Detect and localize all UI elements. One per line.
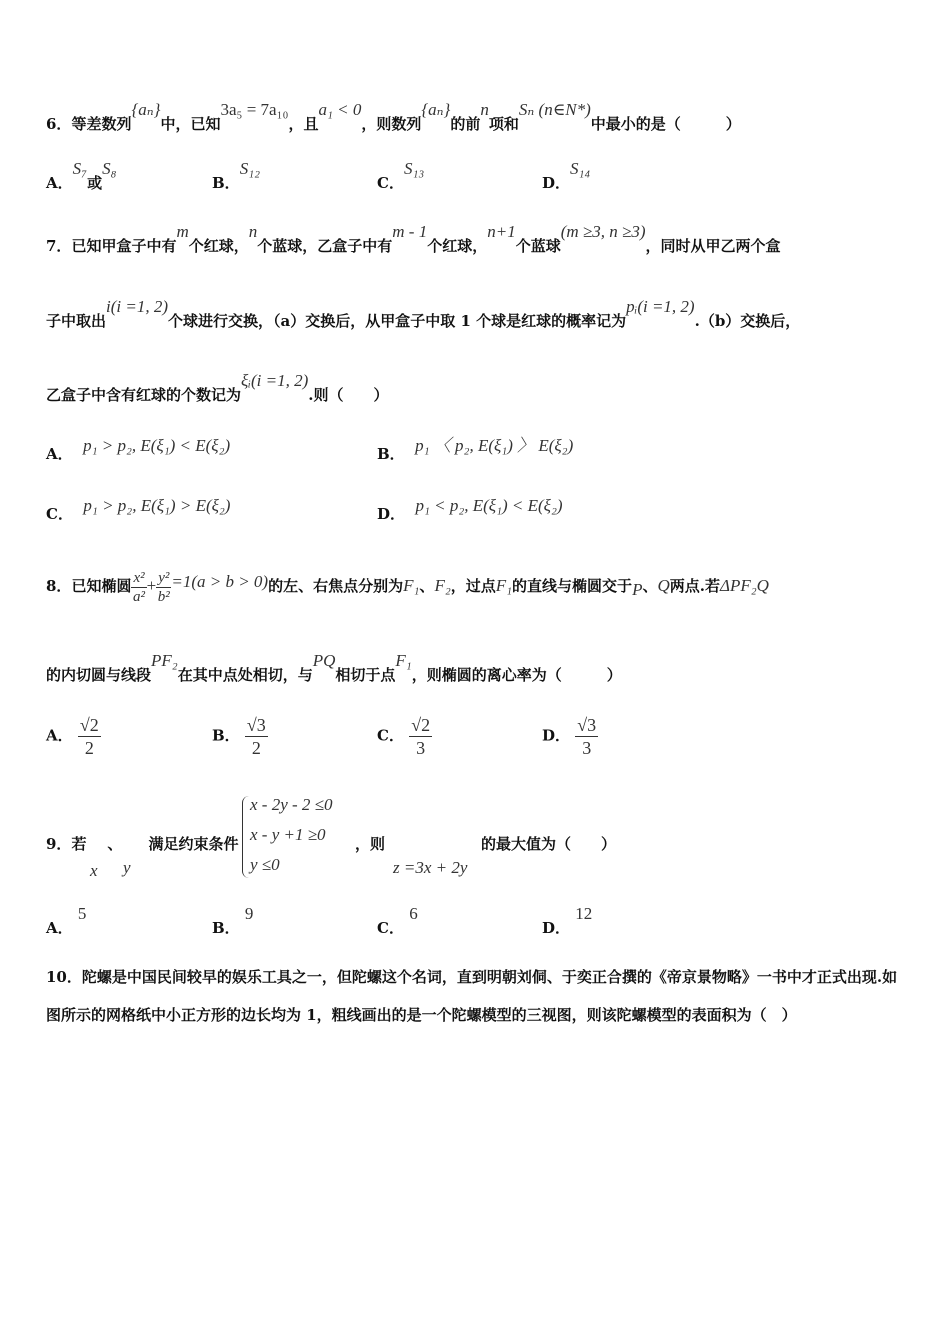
question-number: 8．: [46, 577, 72, 595]
fraction-y: [156, 569, 171, 606]
stem-text: .（b）交换后，: [694, 312, 801, 330]
question-number: 9．: [46, 835, 72, 853]
math-expression: PQ: [312, 651, 336, 670]
math-variable-x: x: [90, 861, 98, 880]
math-variable: P: [632, 580, 643, 599]
math-condition: =1(a > b > 0): [171, 572, 269, 591]
fraction-numerator: √2: [79, 715, 99, 735]
question-9-stem: [46, 834, 904, 854]
stem-text: 的左、右焦点分别为: [268, 577, 404, 595]
stem-text: 的直线与椭圆交于: [512, 577, 633, 595]
math-expression: n+1: [487, 222, 516, 241]
stem-text: 两点.若: [669, 577, 720, 595]
stem-text: 已知椭圆: [71, 577, 132, 595]
stem-text: ，则数列: [361, 115, 422, 133]
fraction-denominator: b²: [157, 588, 170, 605]
fraction-x: [131, 569, 146, 606]
option-c[interactable]: [377, 714, 432, 759]
option-c[interactable]: [46, 496, 231, 524]
math-variable: Q: [657, 576, 670, 595]
stem-text: 已知甲盒子中有: [71, 237, 177, 255]
option-label: B．: [212, 174, 240, 192]
question-number: 10．: [46, 968, 82, 986]
stem-text: ，则: [355, 835, 386, 853]
option-value: 6: [409, 904, 418, 923]
option-a[interactable]: [46, 436, 231, 464]
option-label: C．: [46, 505, 73, 523]
fraction-denominator: 3: [416, 738, 426, 758]
option-value: 5: [77, 904, 87, 923]
option-math: S₈: [102, 159, 117, 178]
constraint-system: [250, 790, 333, 880]
option-value: 12: [575, 904, 593, 923]
stem-text: ，且: [288, 115, 319, 133]
stem-text: 子中取出: [46, 312, 107, 330]
option-fraction: [575, 714, 598, 759]
stem-text: 中最小的是（ ）: [590, 115, 741, 133]
stem-text: 的最大值为（ ）: [481, 835, 617, 853]
math-sequence: {aₙ}: [421, 100, 451, 119]
option-a[interactable]: [46, 714, 101, 759]
option-b[interactable]: [212, 904, 254, 938]
option-math: S₇: [72, 159, 88, 178]
stem-text: 满足约束条件: [148, 835, 239, 853]
math-variable: F₁: [395, 651, 412, 670]
stem-text: 在其中点处相切，与: [177, 666, 313, 684]
math-condition: 3a₅ = 7a₁₀: [220, 100, 289, 119]
option-fraction: [78, 714, 101, 759]
math-condition: (m ≥3, n ≥3): [560, 222, 646, 241]
stem-text: 项和: [488, 115, 519, 133]
option-math: p₁ > p₂, E(ξ₁) < E(ξ₂): [83, 436, 231, 455]
option-label: A．: [46, 726, 73, 745]
option-label: C．: [377, 726, 404, 745]
option-label: A．: [46, 174, 73, 192]
math-expression: Sₙ (n∈N*): [518, 100, 591, 119]
math-variable: n: [480, 100, 489, 119]
option-a[interactable]: [46, 159, 117, 193]
question-7-stem-line3: [46, 371, 904, 405]
fraction-numerator: √2: [411, 715, 431, 735]
option-fraction: [245, 714, 268, 759]
math-operator: +: [146, 576, 157, 595]
question-7-stem-line2: [46, 297, 904, 331]
stem-text: 、: [642, 577, 658, 595]
option-label: A．: [46, 445, 73, 463]
math-expression: PF₂: [151, 651, 178, 670]
option-label: D．: [542, 919, 571, 937]
stem-text: 等差数列: [71, 115, 132, 133]
option-b[interactable]: [377, 436, 574, 464]
fraction-denominator: 2: [84, 738, 94, 758]
option-label: D．: [542, 174, 571, 192]
stem-text: ，过点: [450, 577, 496, 595]
option-c[interactable]: [377, 159, 425, 193]
math-expression: ΔPF₂Q: [719, 576, 769, 595]
stem-text: 中，已知: [160, 115, 221, 133]
question-7-stem-line1: [46, 222, 904, 256]
stem-text: ，则椭圆的离心率为（ ）: [411, 666, 622, 684]
question-number: 6．: [46, 115, 72, 133]
stem-text: 个红球，: [188, 237, 249, 255]
stem-text: 若: [71, 835, 87, 853]
math-sequence: {aₙ}: [131, 100, 161, 119]
stem-text: ，同时从甲乙两个盒: [645, 237, 781, 255]
option-a[interactable]: [46, 904, 87, 938]
option-b[interactable]: [212, 159, 261, 193]
fraction-numerator: √3: [246, 715, 266, 735]
fraction-denominator: 3: [582, 738, 592, 758]
question-8-stem-line2: [46, 651, 904, 685]
option-d[interactable]: [542, 714, 598, 759]
option-label: B．: [212, 726, 240, 745]
stem-text: 个球进行交换，（a）交换后，从甲盒子中取 1 个球是红球的概率记为: [168, 312, 627, 330]
fraction-numerator: √3: [577, 715, 597, 735]
fraction-denominator: a²: [133, 588, 146, 605]
math-condition: a₁ < 0: [318, 100, 362, 119]
option-math: S₁₂: [239, 159, 261, 178]
constraint-1: x - 2y - 2 ≤0: [250, 795, 333, 814]
math-expression: m - 1: [392, 222, 428, 241]
question-9-stem-tail: [355, 834, 385, 854]
math-variable: F₁: [403, 576, 420, 595]
option-math: S₁₄: [570, 159, 591, 178]
option-label: C．: [377, 174, 404, 192]
constraint-3: y ≤0: [250, 855, 280, 874]
stem-text: .则（ ）: [308, 386, 389, 404]
stem-text: 、: [107, 835, 123, 853]
option-c[interactable]: [377, 904, 418, 938]
question-8-stem-line1: [46, 564, 904, 608]
question-6-stem: [46, 100, 904, 134]
option-label: D．: [542, 726, 571, 745]
stem-text: 个红球，: [427, 237, 488, 255]
option-label: C．: [377, 919, 404, 937]
fraction-numerator: y²: [158, 569, 170, 586]
math-variable: F₁: [495, 576, 513, 595]
math-expression: i(i =1, 2): [106, 297, 169, 316]
math-objective: z =3x + 2y: [393, 858, 468, 877]
option-label: B．: [377, 445, 405, 463]
option-math: p₁ > p₂, E(ξ₁) > E(ξ₂): [83, 496, 231, 515]
question-9-stem-end: [481, 834, 616, 854]
math-variable: m: [176, 222, 189, 241]
option-fraction: [409, 714, 432, 759]
math-expression: pᵢ(i =1, 2): [626, 297, 695, 316]
option-math: S₁₃: [403, 159, 425, 178]
math-variable: F₂: [434, 576, 451, 595]
constraint-2: x - y +1 ≥0: [250, 825, 326, 844]
option-d[interactable]: [377, 496, 563, 524]
option-label: B．: [212, 919, 240, 937]
stem-text: 个蓝球: [515, 237, 561, 255]
option-label: A．: [46, 919, 73, 937]
stem-text: 个蓝球，乙盒子中有: [257, 237, 393, 255]
option-d[interactable]: [542, 159, 591, 193]
math-variable: n: [248, 222, 258, 241]
math-expression: ξᵢ(i =1, 2): [241, 371, 309, 390]
option-math: p₁ < p₂, E(ξ₁) < E(ξ₂): [415, 496, 563, 515]
option-d[interactable]: [542, 904, 593, 938]
option-text: 或: [87, 174, 103, 192]
option-b[interactable]: [212, 714, 268, 759]
fraction-numerator: x²: [133, 569, 145, 586]
stem-text: 相切于点: [335, 666, 396, 684]
fraction-denominator: 2: [251, 738, 261, 758]
stem-text: 乙盒子中含有红球的个数记为: [46, 386, 242, 404]
stem-text: 的前: [450, 115, 481, 133]
stem-text: 、: [419, 577, 435, 595]
option-value: 9: [244, 904, 254, 923]
option-math: p₁ 〈 p₂, E(ξ₁) 〉 E(ξ₂): [415, 436, 574, 455]
question-10-stem: [46, 958, 904, 1034]
question-number: 7．: [46, 237, 72, 255]
stem-text: 陀螺是中国民间较早的娱乐工具之一，但陀螺这个名词，直到明朝刘侗、于奕正合撰的《帝京景物略》一书中才正式出现.如图所示的网格纸中小正方形的边长均为 1，粗线画出的是一个陀螺模型的三视图，则该陀螺模型的表面积为（ ）: [46, 968, 898, 1024]
system-brace: [242, 796, 249, 878]
math-variable-y: y: [123, 858, 131, 877]
option-label: D．: [377, 505, 406, 523]
stem-text: 的内切圆与线段: [46, 666, 152, 684]
